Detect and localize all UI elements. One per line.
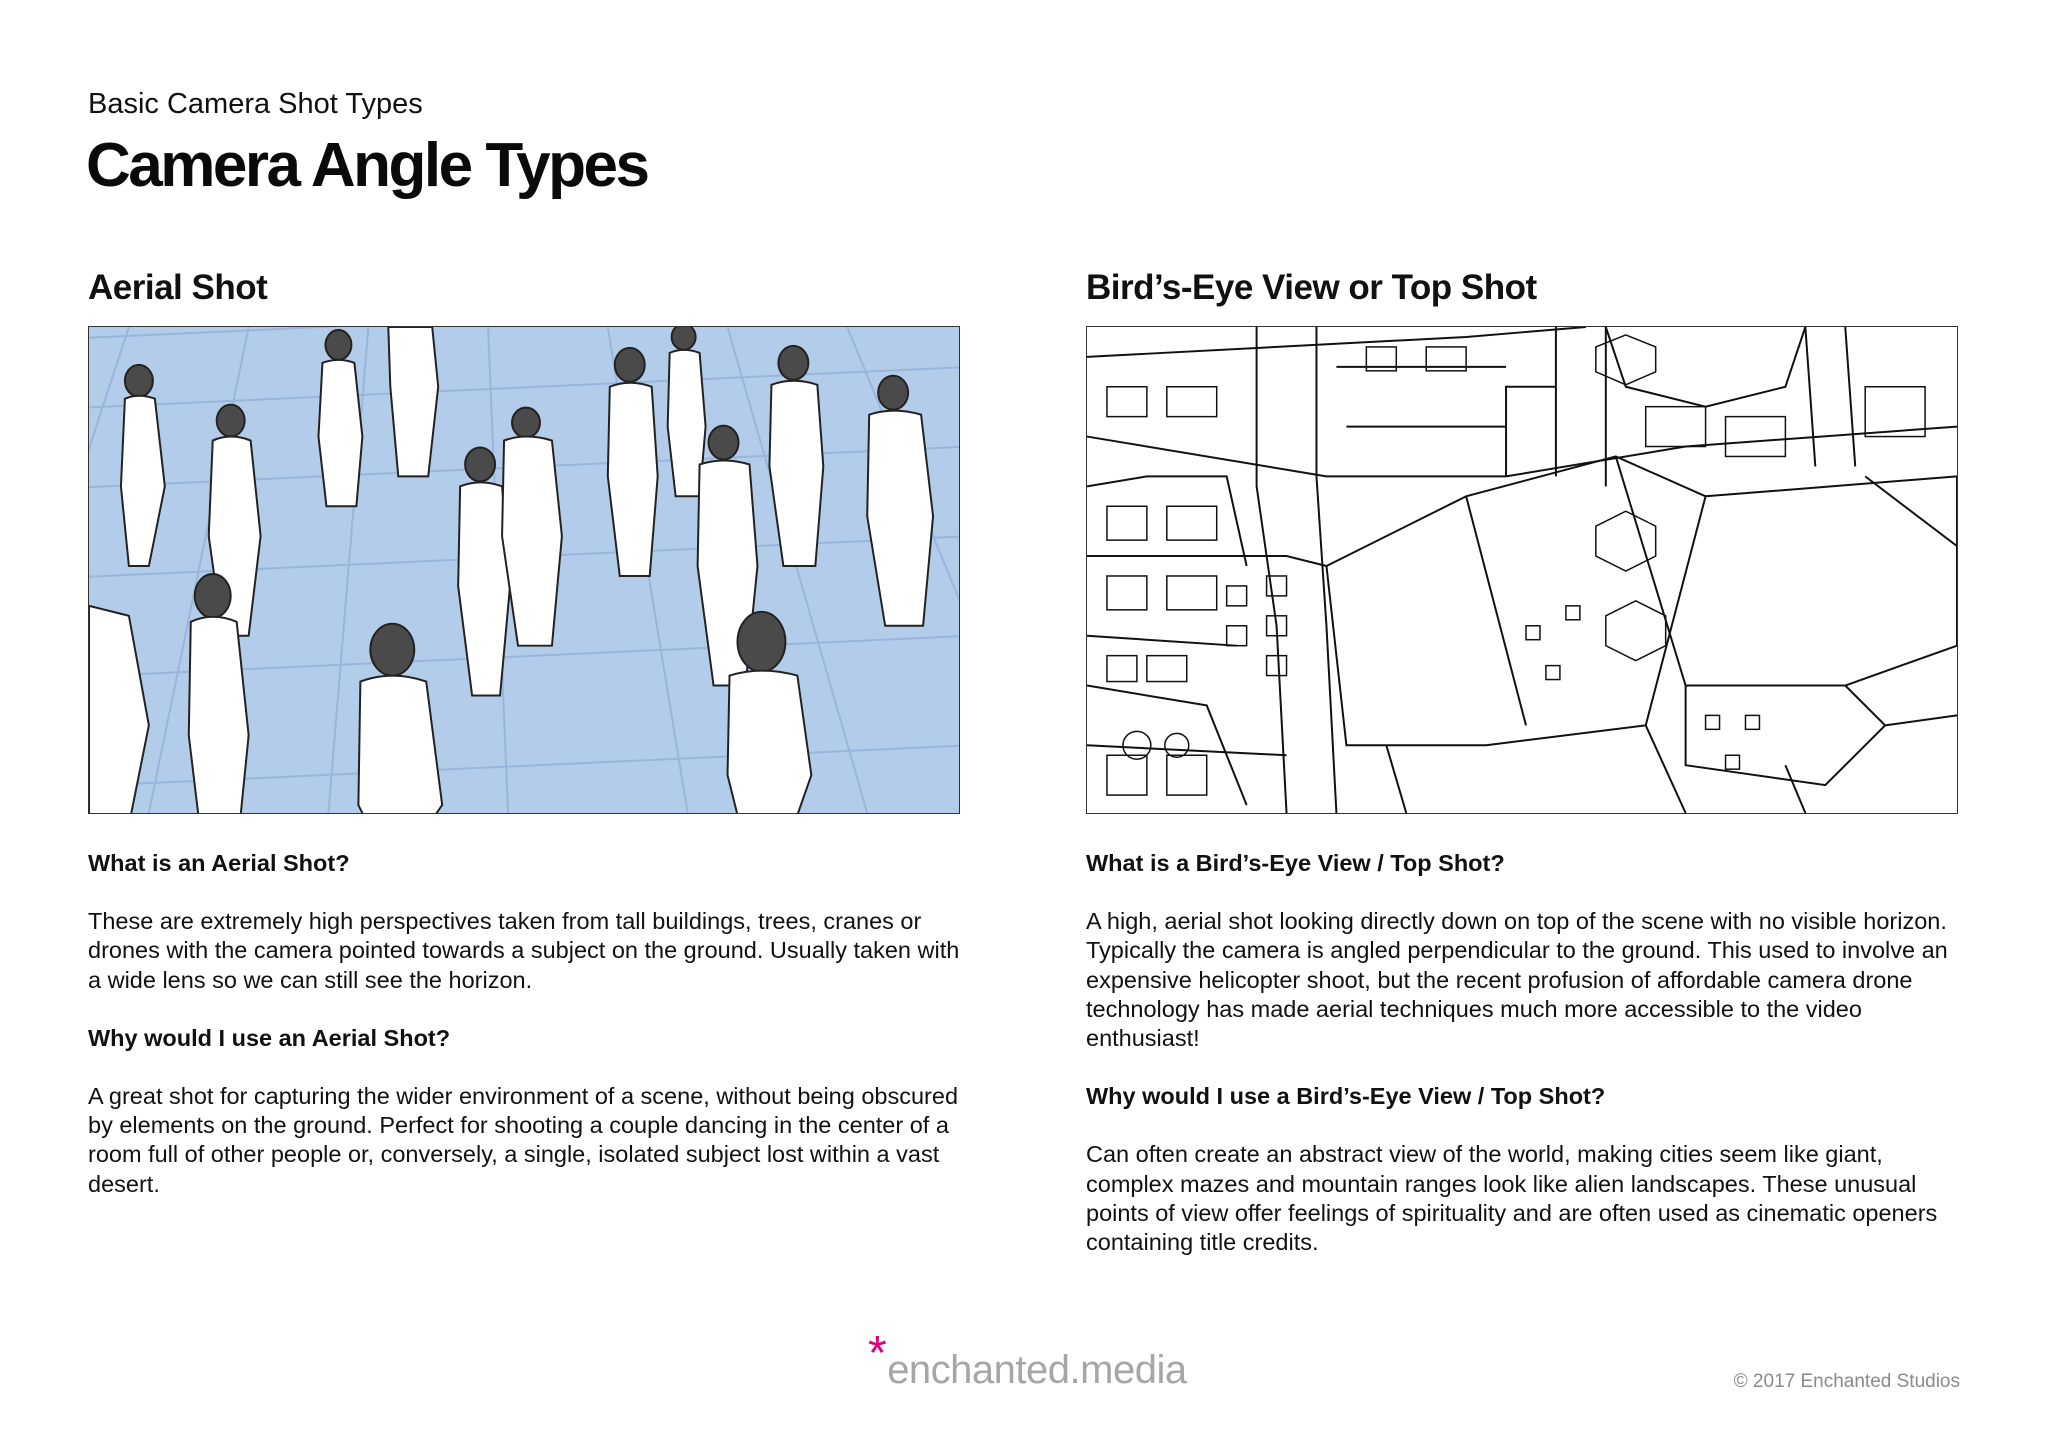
city-top-down-drawing <box>1087 327 1957 813</box>
answer-what: These are extremely high perspectives taken from tall buildings, trees, cranes or drones with the camera pointed towards a subject on the ground. Usually taken with a wide lens so we can still see the horizon. <box>88 908 960 993</box>
page-subtitle: Basic Camera Shot Types <box>88 88 423 120</box>
aerial-shot-illustration <box>88 326 960 814</box>
brand-star-icon: * <box>868 1327 887 1380</box>
section-heading: Aerial Shot <box>88 268 268 307</box>
birds-eye-illustration <box>1086 326 1958 814</box>
aerial-shot-text <box>88 849 962 1199</box>
copyright-notice: © 2017 Enchanted Studios <box>1733 1371 1960 1392</box>
question-what: What is an Aerial Shot? <box>88 850 350 876</box>
section-aerial-shot <box>88 262 962 1228</box>
answer-why: A great shot for capturing the wider environment of a scene, without being obscured by elements on the ground. Perfect for shooting a couple dancing in the center of a room full of other people or, conversely, a single, isolated subject lost within a vast desert. <box>88 1083 959 1197</box>
question-why: Why would I use an Aerial Shot? <box>88 1024 451 1051</box>
brand-logo <box>868 1327 1187 1394</box>
question-what: What is a Bird’s-Eye View / Top Shot? <box>1086 850 1505 876</box>
birds-eye-text <box>1086 849 1960 1257</box>
section-birds-eye-view <box>1086 262 1960 1286</box>
page-title: Camera Angle Types <box>86 131 648 200</box>
section-heading: Bird’s-Eye View or Top Shot <box>1086 268 1537 307</box>
answer-why: Can often create an abstract view of the world, making cities seem like giant, complex mazes and mountain ranges look like alien landscapes. These unusual points of view offer feelings of spirituality and are often used as cinematic openers containing title credits. <box>1086 1141 1938 1256</box>
brand-name: enchanted.media <box>887 1348 1187 1392</box>
answer-what: A high, aerial shot looking directly down on top of the scene with no visible horizon. Typically the camera is angled perpendicular to the ground. This used to involve an expensive helicopter shoot, but the recent profusion of affordable camera drone technology has made aerial techniques much more accessible to the video enthusiast! <box>1086 908 1948 1052</box>
aerial-crowd-drawing <box>89 327 959 813</box>
question-why: Why would I use a Bird’s-Eye View / Top Shot? <box>1086 1083 1606 1110</box>
